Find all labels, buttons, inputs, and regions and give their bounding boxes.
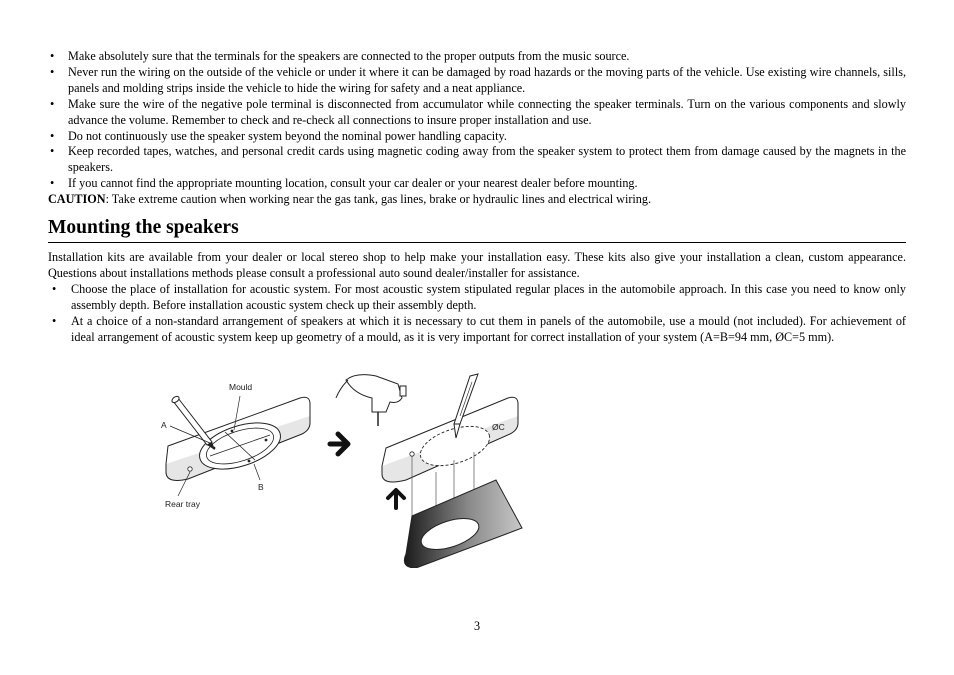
caution-text: : Take extreme caution when working near the gas tank, gas lines, brake or hydraulic lines and electrical wiring. xyxy=(105,192,652,207)
rear-tray-shaded xyxy=(404,480,522,568)
list-item: • Never run the wiring on the outside of the vehicle or under it where it can be damaged by road hazards or the moving parts of the vehicle. Use existing wire channels, sills, panels and molding strips inside the vehicle to hide the wiring for safety and a neat appliance. xyxy=(48,65,906,97)
right-arrow-icon xyxy=(330,434,348,454)
list-item: • Do not continuously use the speaker system beyond the nominal power handling capacity. xyxy=(48,129,906,145)
precautions-list xyxy=(48,49,906,192)
page-number: 3 xyxy=(473,619,481,633)
section-heading: Mounting the speakers xyxy=(48,216,906,243)
label-rear-tray: Rear tray xyxy=(165,499,200,509)
caution-note xyxy=(48,192,906,208)
list-item: • Make absolutely sure that the terminals for the speakers are connected to the proper outputs from the music source. xyxy=(48,49,906,65)
list-item: • At a choice of a non-standard arrangement of speakers at which it is necessary to cut them in panels of the automobile, use a mould (not included). For achievement of ideal arrangement of acoustic system keep up geometry of a mould, as it is very important for correct installation of your system (A=B=94 mm, ØC=5 mm). xyxy=(48,314,906,346)
label-mould: Mould xyxy=(229,382,253,392)
dimension-line-b xyxy=(254,464,260,480)
list-item: • If you cannot find the appropriate mounting location, consult your car dealer or your nearest dealer before mounting. xyxy=(48,176,906,192)
drill-icon xyxy=(336,375,406,426)
mounting-illustration xyxy=(150,368,526,568)
label-a: A xyxy=(161,420,167,430)
up-arrow-icon xyxy=(388,490,404,508)
list-item: • Make sure the wire of the negative pole terminal is disconnected from accumulator while connecting the speaker terminals. Turn on the various components and slowly advance the volume. Remember to check and re-check all connections to insure proper installation and use. xyxy=(48,97,906,129)
mounting-list xyxy=(48,282,906,346)
list-item: • Keep recorded tapes, watches, and personal credit cards using magnetic coding away from the speaker system to protect them from damage caused by the magnets in the speakers. xyxy=(48,144,906,176)
cut-panel xyxy=(382,397,518,482)
document-page xyxy=(48,49,906,346)
label-c: ØC xyxy=(492,422,505,432)
intro-paragraph: Installation kits are available from your dealer or local stereo shop to help make your installation easy. These kits also give your installation a clean, custom appearance. Questions about installations methods please consult a professional auto sound dealer/installer for assistance. xyxy=(48,250,906,280)
caution-label: CAUTION xyxy=(48,192,106,207)
label-b: B xyxy=(258,482,264,492)
list-item: • Choose the place of installation for acoustic system. For most acoustic system stipulated regular places in the automobile approach. In this case you need to know only assembly depth. Before installation acoustic system check up their assembly depth. xyxy=(48,282,906,314)
